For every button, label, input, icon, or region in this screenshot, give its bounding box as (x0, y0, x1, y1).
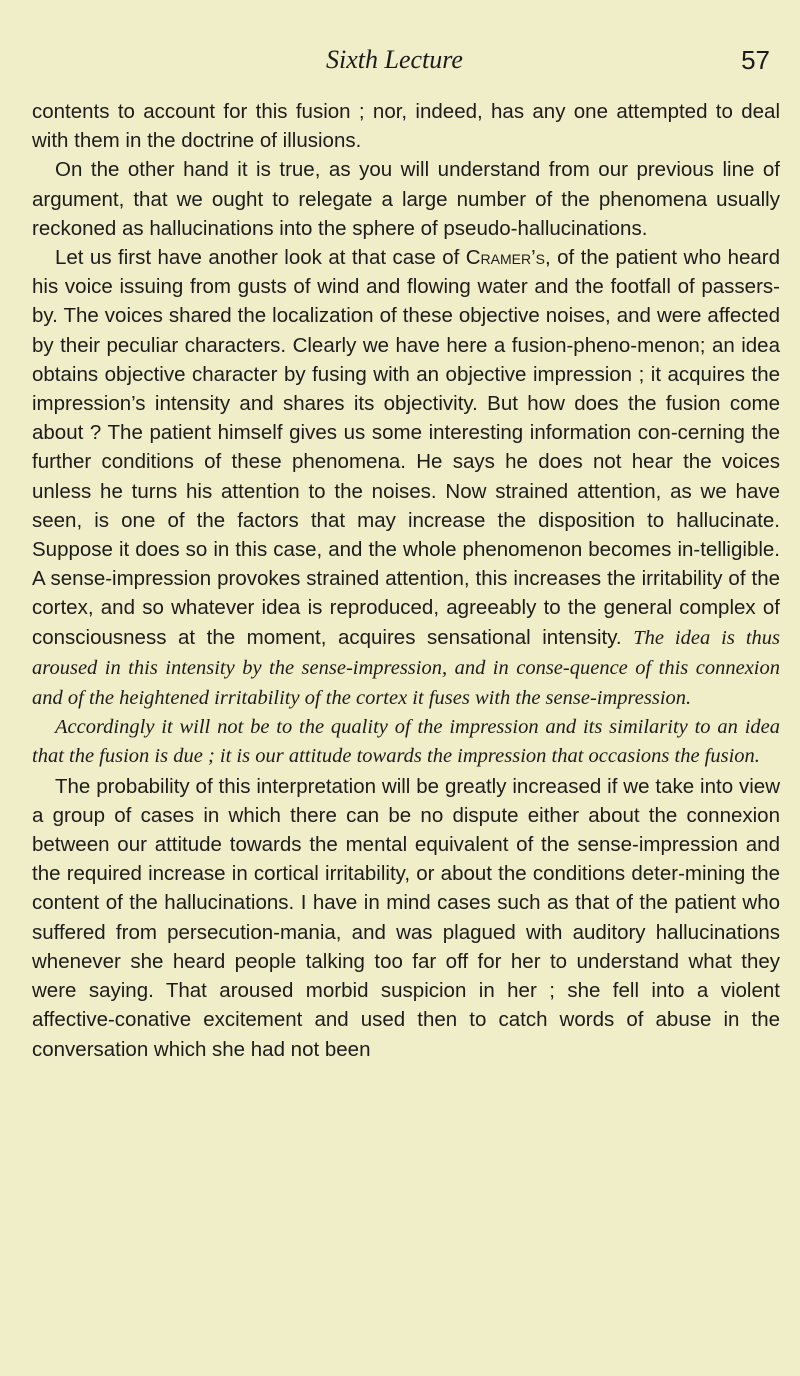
paragraph-5: The probability of this interpretation will be greatly increased if we take into view a group of cases in which there can be no dispute either about the connexion between our attitude towards the mental equivalent of the sense-impression and the required increase in cortical irritability, or about the conditions deter-mining the content of the hallucinations. I have in mind cases such as that of the patient who suffered from persecution-mania, and was plagued with auditory hallucinations whenever she heard people talking too far off for her to understand what they were saying. That aroused morbid suspicion in her ; she fell into a violent affective-conative excitement and used then to catch words of abuse in the conversation which she had not been (32, 774, 780, 1061)
paragraph-3 (32, 243, 780, 713)
running-header (300, 44, 780, 78)
paragraph-2: On the other hand it is true, as you will understand from our previous line of argument, that we ought to relegate a large number of the phenomena usually reckoned as hallucinations into the sphere of pseudo-hallucinations. (32, 158, 780, 240)
body-text (32, 97, 780, 1064)
paragraph-3-body: , of the patient who heard his voice issuing from gusts of wind and flowing water and the footfall of passers-by. The voices shared the localization of these objective noises, and were affected by their peculiar characters. Clearly we have here a fusion-pheno-menon; an idea obtains objective character by fusing with an objective impression ; it acquires the impression’s intensity and shares its objectivity. But how does the fusion come about ? The patient himself gives us some interesting information con-cerning the further conditions of these phenomena. He says he does not hear the voices unless he turns his attention to the noises. Now strained attention, as we have seen, is one of the factors that may increase the disposition to hallucinate. Suppose it does so in this case, and the whole phenomenon becomes in-telligible. A sense-impression provokes strained attention, this increases the irritability of the cortex, and so whatever idea is reproduced, agreeably to the general complex of consciousness at the moment, acquires sensational intensity. (32, 246, 780, 649)
paragraph-3-emphasis: The idea is thus aroused in this intensity by the sense-impression, and in conse-quence of this connexion and of the heightened irritability of the cortex it fuses with the sense-impression. (32, 626, 780, 710)
paragraph-1: contents to account for this fusion ; nor, indeed, has any one attempted to deal with them in the doctrine of illusions. (32, 100, 780, 153)
page-number: 57 (741, 45, 770, 75)
running-title: Sixth Lecture (326, 45, 463, 74)
author-name-cramer: Cramer’s (465, 246, 545, 270)
paragraph-3-lead: Let us first have another look at that case of (55, 246, 466, 270)
paragraph-4: Accordingly it will not be to the quality of the impression and its similarity to an idea that the fusion is due ; it is our attitude towards the impression that occasions the fusion. (32, 716, 780, 768)
